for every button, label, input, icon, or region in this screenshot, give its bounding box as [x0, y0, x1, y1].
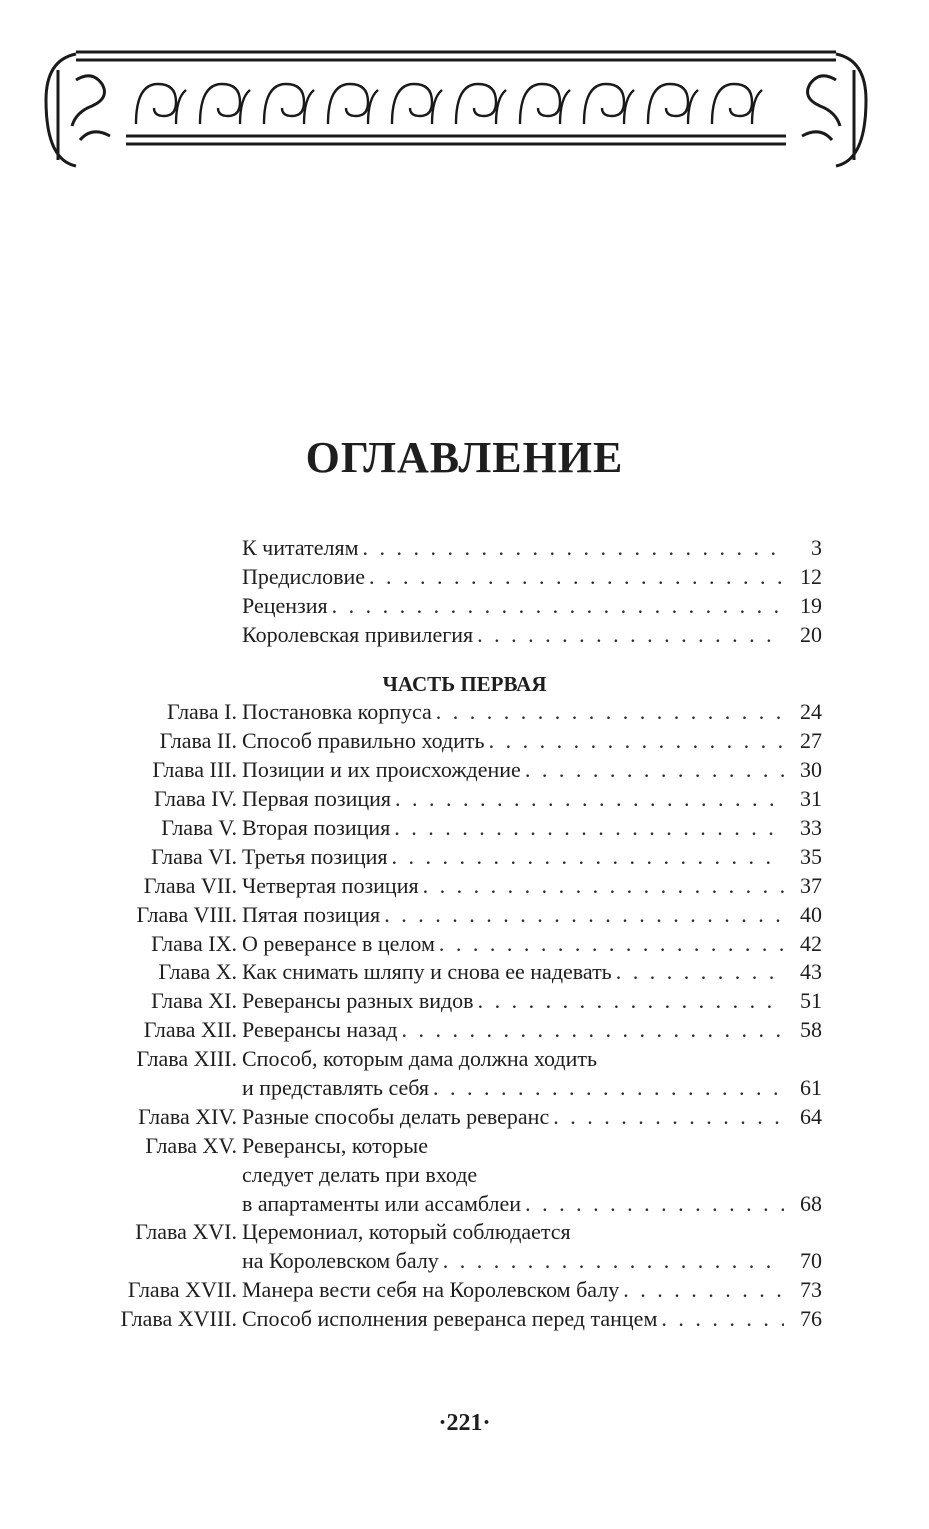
chapter-number: Глава XII.	[143, 1017, 237, 1043]
toc-entry-front-1	[0, 534, 929, 563]
chapter-number: Глава XI.	[151, 988, 237, 1014]
page-ref: 61	[800, 1075, 822, 1101]
dot-leader	[525, 756, 784, 785]
dot-leader	[661, 1305, 784, 1334]
part-heading-row	[0, 670, 929, 699]
dot-leader	[363, 534, 785, 563]
scroll-motif-icon	[520, 84, 570, 124]
page-ref: 73	[800, 1277, 822, 1303]
chapter-title: Постановка корпуса	[242, 699, 432, 725]
page-ref: 51	[800, 988, 822, 1014]
toc-entry-chapter	[0, 1305, 929, 1334]
chapter-number: Глава IX.	[151, 930, 237, 956]
chapter-title: Пятая позиция	[242, 901, 381, 927]
chapter-title: Способ правильно ходить	[242, 728, 485, 754]
toc-entry-continuation	[0, 1161, 929, 1190]
dot-leader	[433, 1074, 784, 1103]
dot-leader	[439, 930, 784, 959]
scroll-motif-icon	[136, 84, 186, 124]
dot-leader	[477, 621, 784, 650]
dot-leader	[616, 958, 784, 987]
dot-leader	[369, 563, 784, 592]
page-ref: 43	[800, 959, 822, 985]
toc-entry-chapter	[0, 1016, 929, 1045]
chapter-title: О реверансе в целом	[242, 930, 435, 956]
dot-leader	[553, 1103, 784, 1132]
chapter-title-line: Церемониал, который соблюдается	[242, 1219, 571, 1245]
page-ref: 24	[800, 699, 822, 725]
page-ref: 40	[800, 901, 822, 927]
page-ref: 64	[800, 1103, 822, 1129]
page-ref: 3	[811, 535, 822, 560]
scroll-motif-icon	[648, 84, 698, 124]
part-heading: ЧАСТЬ ПЕРВАЯ	[382, 671, 547, 696]
toc-entry-chapter	[0, 958, 929, 987]
chapter-number: Глава XVII.	[127, 1277, 237, 1303]
chapter-number: Глава XVIII.	[120, 1306, 237, 1332]
chapter-title: Четвертая позиция	[242, 872, 419, 898]
toc-entry-chapter	[0, 1045, 929, 1074]
page-title: ОГЛАВЛЕНИЕ	[305, 433, 624, 482]
toc-entry-front-3	[0, 592, 929, 621]
dot-leader	[525, 1190, 784, 1219]
chapter-title-line: Способ, которым дама должна ходить	[242, 1046, 598, 1072]
chapter-number: Глава III.	[152, 757, 237, 783]
dot-leader	[384, 901, 784, 930]
dot-leader	[436, 698, 784, 727]
toc-entry-chapter	[0, 901, 929, 930]
chapter-title: Реверансы разных видов	[242, 988, 474, 1014]
dot-leader	[392, 843, 784, 872]
chapter-title: Первая позиция	[242, 786, 392, 812]
scroll-motif-icon	[392, 84, 442, 124]
page-ref: 19	[800, 592, 822, 618]
chapter-title: Способ исполнения реверанса перед танцем	[242, 1306, 658, 1332]
scroll-motif-icon	[328, 84, 378, 124]
chapter-title: Третья позиция	[242, 843, 388, 869]
toc-entry-chapter	[0, 1103, 929, 1132]
page-number: ·221·	[438, 1410, 491, 1436]
toc-entry-chapter	[0, 727, 929, 756]
toc-entry-chapter	[0, 1276, 929, 1305]
page-ref: 12	[800, 563, 822, 589]
toc-entry-continuation	[0, 1247, 929, 1276]
chapter-number: Глава IV.	[153, 786, 237, 812]
chapter-title-line: следует делать при входе	[242, 1161, 478, 1187]
chapter-title-line: Реверансы, которые	[242, 1132, 428, 1158]
toc-entry-chapter	[0, 987, 929, 1016]
chapter-number: Глава XVI.	[135, 1219, 237, 1245]
entry-title: Предисловие	[242, 563, 365, 589]
dot-leader	[478, 987, 784, 1016]
page-ref: 58	[800, 1017, 822, 1043]
chapter-title: Реверансы назад	[242, 1017, 398, 1043]
chapter-title: Вторая позиция	[242, 815, 391, 841]
dot-leader	[423, 872, 784, 901]
toc-entry-continuation	[0, 1190, 929, 1219]
page-ref: 27	[800, 728, 822, 754]
dot-leader	[402, 1016, 784, 1045]
page-ref: 31	[800, 786, 822, 812]
toc-entry-front-4	[0, 621, 929, 650]
toc-entry-chapter	[0, 756, 929, 785]
page-ref: 70	[800, 1248, 822, 1274]
dot-leader	[623, 1276, 784, 1305]
chapter-title-line: и представлять себя	[242, 1075, 430, 1101]
toc-entry-chapter	[0, 785, 929, 814]
toc-entry-chapter	[0, 872, 929, 901]
ornamental-border-icon	[36, 40, 876, 174]
page-ref: 33	[800, 815, 822, 841]
chapter-number: Глава XV.	[145, 1132, 237, 1158]
chapter-number: Глава V.	[161, 815, 237, 841]
chapter-number: Глава XIII.	[136, 1046, 237, 1072]
chapter-number: Глава VIII.	[136, 901, 237, 927]
dot-leader	[395, 785, 784, 814]
page-ref: 76	[800, 1306, 822, 1332]
toc-entry-chapter	[0, 814, 929, 843]
page-ref: 35	[800, 843, 822, 869]
scroll-motif-icon	[200, 84, 250, 124]
chapter-number: Глава II.	[159, 728, 237, 754]
table-of-contents	[0, 534, 929, 1334]
toc-entry-chapter	[0, 930, 929, 959]
scroll-motif-icon	[264, 84, 314, 124]
chapter-number: Глава VII.	[143, 872, 237, 898]
dot-leader	[443, 1247, 784, 1276]
spacer	[0, 650, 929, 670]
toc-entry-chapter	[0, 698, 929, 727]
dot-leader	[489, 727, 784, 756]
page-ref: 68	[800, 1190, 822, 1216]
scroll-motif-icon	[584, 84, 634, 124]
chapter-title: Позиции и их происхождение	[242, 757, 521, 783]
page-ref: 42	[800, 930, 822, 956]
chapter-title: Как снимать шляпу и снова ее надевать	[242, 959, 612, 985]
dot-leader	[332, 592, 784, 621]
scroll-motif-icon	[456, 84, 506, 124]
dot-leader	[394, 814, 784, 843]
entry-title: Королевская привилегия	[242, 621, 474, 647]
chapter-number: Глава VI.	[151, 843, 237, 869]
page-ref: 20	[800, 621, 822, 647]
chapter-title-line: на Королевском балу	[242, 1248, 439, 1274]
toc-entry-chapter	[0, 1132, 929, 1161]
page-ref: 37	[800, 872, 822, 898]
chapter-number: Глава X.	[158, 959, 237, 985]
toc-entry-chapter	[0, 1218, 929, 1247]
entry-title: Рецензия	[242, 592, 328, 618]
scroll-motif-icon	[712, 84, 762, 124]
chapter-title: Разные способы делать реверанс	[242, 1103, 550, 1129]
chapter-number: Глава I.	[167, 699, 237, 725]
toc-entry-chapter	[0, 843, 929, 872]
chapter-number: Глава XIV.	[138, 1103, 237, 1129]
entry-title: К читателям	[242, 535, 359, 560]
toc-entry-front-2	[0, 563, 929, 592]
chapter-title: Манера вести себя на Королевском балу	[242, 1277, 620, 1303]
toc-entry-continuation	[0, 1074, 929, 1103]
chapter-title-line: в апартаменты или ассамблеи	[242, 1190, 522, 1216]
page-ref: 30	[800, 757, 822, 783]
